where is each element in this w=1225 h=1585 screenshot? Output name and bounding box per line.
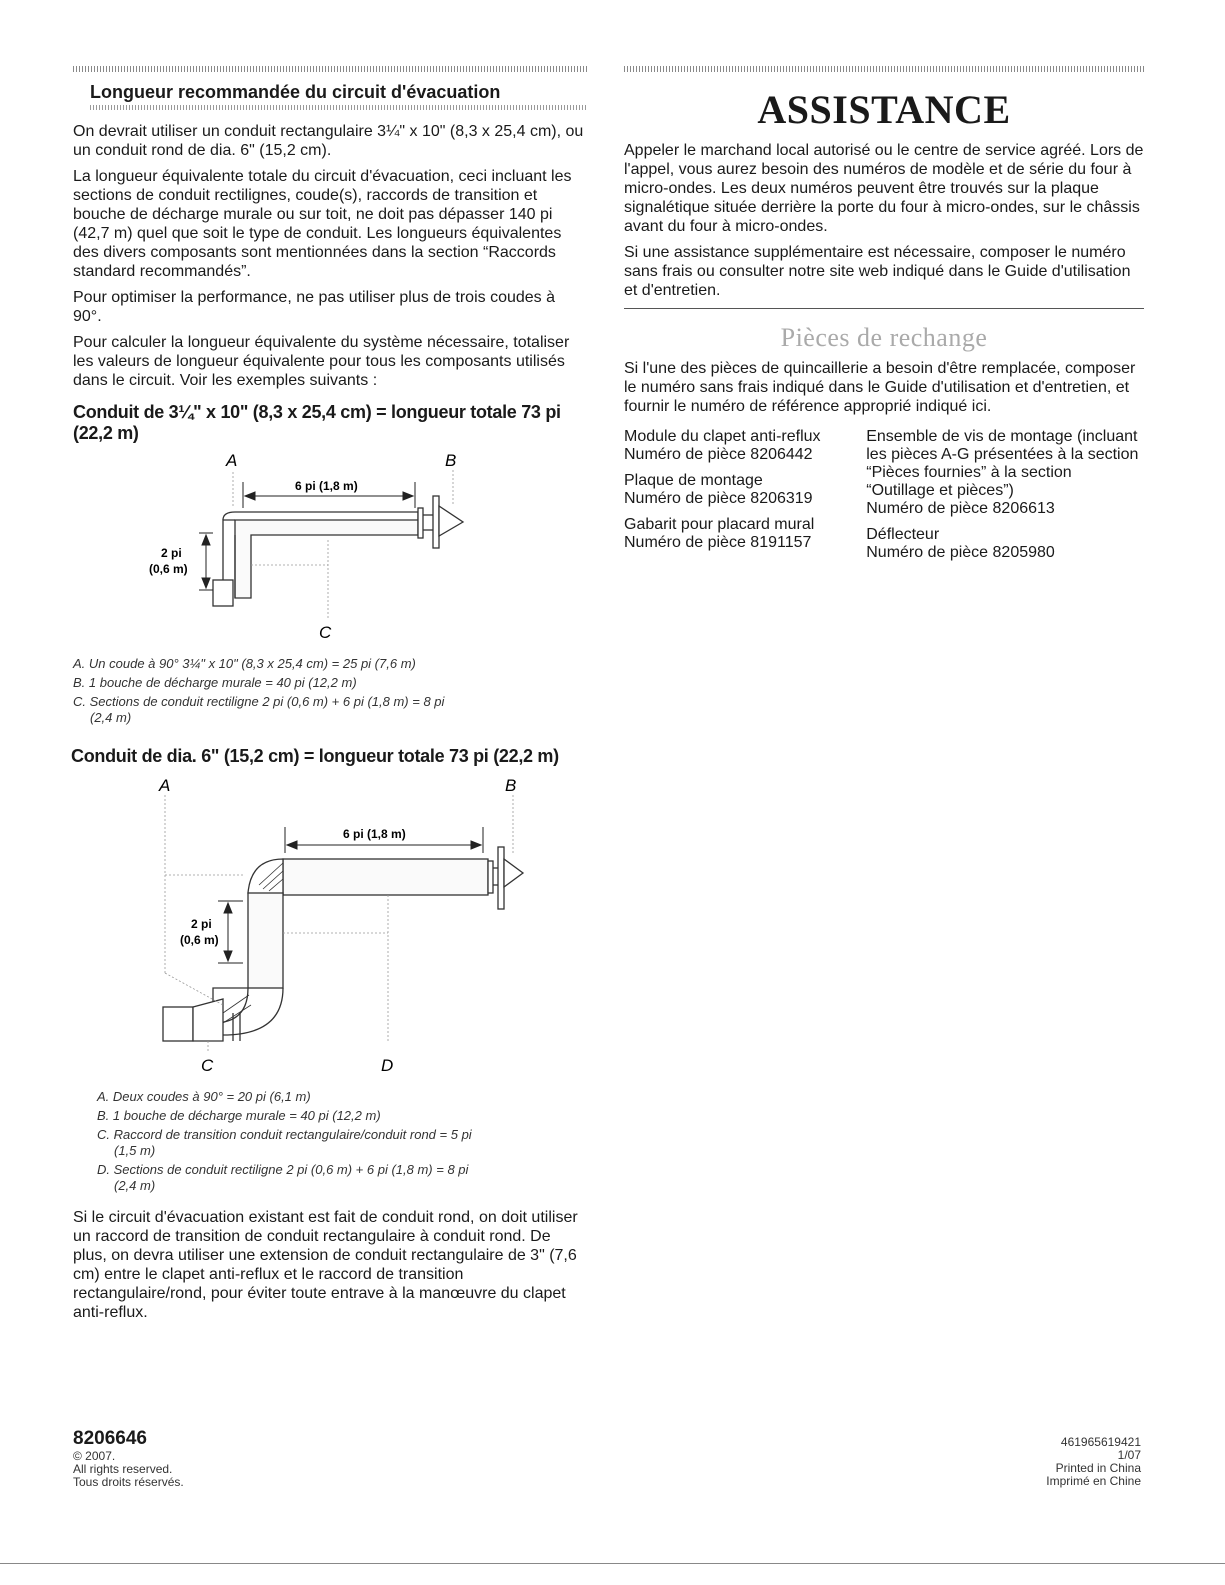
part-name: Module du clapet anti-reflux bbox=[624, 428, 821, 445]
dimension-horizontal: 6 pi (1,8 m) bbox=[295, 479, 358, 493]
part-item bbox=[624, 516, 844, 552]
bottom-rule bbox=[0, 1563, 1225, 1564]
dimension-vertical: 2 pi bbox=[191, 917, 212, 931]
diagram-label-b: B bbox=[445, 451, 457, 470]
example2-captions bbox=[97, 1089, 588, 1194]
paragraph: Appeler le marchand local autorisé ou le centre de service agréé. Lors de l'appel, vous aurez besoin des numéros de modèle et de série du four à micro-ondes. Les deux numéros peuvent être trouvés sur la plaque signalétique située derrière la porte du four à micro-ondes, sur le châssis avant du four à micro-ondes. bbox=[624, 142, 1144, 235]
part-item bbox=[624, 472, 844, 508]
divider bbox=[624, 308, 1144, 309]
caption: B. 1 bouche de décharge murale = 40 pi (12,2 m) bbox=[73, 675, 357, 690]
top-rule bbox=[73, 66, 588, 72]
caption: C. Sections de conduit rectiligne 2 pi (0,6 m) + 6 pi (1,8 m) = 8 pi bbox=[73, 694, 445, 709]
closing-paragraph: Si le circuit d'évacuation existant est fait de conduit rond, on doit utiliser un raccord de transition de conduit rectangulaire à conduit rond. De plus, on devra utiliser une extension de conduit rectangulaire de 3" (7,6 cm) entre le clapet anti-reflux et le raccord de transition rectangulaire/rond, pour éviter toute entrave à la manœuvre du clapet anti-reflux. bbox=[73, 1209, 578, 1321]
pieces-intro: Si l'une des pièces de quincaillerie a besoin d'être remplacée, composer le numéro sans frais indiqué dans le Guide d'utilisation et d'entretien, et fournir le numéro de référence approprié indiqué ici. bbox=[624, 360, 1136, 415]
diagram-label-c: C bbox=[201, 1056, 214, 1075]
rights-fr: Tous droits réservés. bbox=[73, 1475, 184, 1489]
diagram-label-a: A bbox=[159, 776, 171, 795]
left-column bbox=[73, 66, 588, 1329]
dimension-vertical-metric: (0,6 m) bbox=[180, 933, 219, 947]
diagram-label-d: D bbox=[381, 1056, 394, 1075]
dimension-vertical: 2 pi bbox=[161, 546, 182, 560]
print-date: 1/07 bbox=[1117, 1448, 1141, 1462]
caption: A. Un coude à 90° 3¼" x 10" (8,3 x 25,4 cm) = 25 pi (7,6 m) bbox=[73, 656, 416, 671]
part-number: Numéro de pièce 8206442 bbox=[624, 446, 813, 463]
parts-list bbox=[624, 428, 1144, 570]
part-name: Plaque de montage bbox=[624, 472, 763, 489]
footer-right bbox=[1046, 1436, 1141, 1488]
part-item bbox=[624, 428, 844, 464]
top-rule bbox=[624, 66, 1144, 72]
printed-fr: Imprimé en Chine bbox=[1046, 1474, 1141, 1488]
example1-captions bbox=[73, 656, 588, 726]
document-part-number: 8206646 bbox=[73, 1428, 147, 1449]
part-number: Numéro de pièce 8206613 bbox=[866, 500, 1055, 517]
paragraph: On devrait utiliser un conduit rectangulaire 3¼" x 10" (8,3 x 25,4 cm), ou un conduit rond de dia. 6" (15,2 cm). bbox=[73, 123, 584, 159]
rights-en: All rights reserved. bbox=[73, 1462, 173, 1476]
paragraph: Pour optimiser la performance, ne pas utiliser plus de trois coudes à 90°. bbox=[73, 289, 556, 325]
example1-title: Conduit de 3¼" x 10" (8,3 x 25,4 cm) = longueur totale 73 pi (22,2 m) bbox=[73, 402, 561, 443]
part-name: Gabarit pour placard mural bbox=[624, 516, 815, 533]
paragraph: La longueur équivalente totale du circuit d'évacuation, ceci incluant les sections de conduit rectilignes, coude(s), raccords de transition et bouche de décharge murale ou sur toit, ne doit pas dépasser 140 pi (42,7 m) quel que soit le type de conduit. Les longueurs équivalentes des divers composants sont mentionnées dans la section “Raccords standard recommandés”. bbox=[73, 168, 572, 280]
footer-left bbox=[73, 1428, 184, 1489]
right-column bbox=[624, 66, 1144, 570]
part-item bbox=[866, 526, 1144, 562]
assistance-title: ASSISTANCE bbox=[757, 87, 1011, 132]
parts-column-1 bbox=[624, 428, 844, 570]
diagram-label-c: C bbox=[319, 623, 332, 642]
round-duct-diagram-labels bbox=[73, 1053, 588, 1077]
part-number: Numéro de pièce 8205980 bbox=[866, 544, 1055, 561]
part-name: Ensemble de vis de montage (incluant les pièces A-G présentées à la section “Pièces fournies” à la section “Outillage et pièces”) bbox=[866, 428, 1139, 499]
caption: (2,4 m) bbox=[114, 1178, 156, 1193]
paragraph: Si une assistance supplémentaire est nécessaire, composer le numéro sans frais ou consulter notre site web indiqué dans le Guide d'utilisation et d'entretien. bbox=[624, 244, 1131, 299]
pieces-title: Pièces de rechange bbox=[780, 323, 988, 352]
caption: (1,5 m) bbox=[114, 1143, 156, 1158]
diagram-label-a: A bbox=[226, 451, 238, 470]
dimension-horizontal: 6 pi (1,8 m) bbox=[343, 827, 406, 841]
part-item bbox=[866, 428, 1144, 518]
section-heading: Longueur recommandée du circuit d'évacuation bbox=[90, 82, 501, 102]
copyright: © 2007. bbox=[73, 1449, 116, 1463]
parts-column-2 bbox=[866, 428, 1144, 570]
dimension-vertical-metric: (0,6 m) bbox=[149, 562, 188, 576]
document-code: 461965619421 bbox=[1060, 1435, 1141, 1449]
part-number: Numéro de pièce 8191157 bbox=[624, 534, 812, 551]
part-number: Numéro de pièce 8206319 bbox=[624, 490, 813, 507]
round-duct-diagram bbox=[73, 773, 588, 1053]
part-name: Déflecteur bbox=[866, 526, 940, 543]
caption: A. Deux coudes à 90° = 20 pi (6,1 m) bbox=[97, 1089, 311, 1104]
caption: C. Raccord de transition conduit rectangulaire/conduit rond = 5 pi bbox=[97, 1127, 472, 1142]
example2-title: Conduit de dia. 6" (15,2 cm) = longueur totale 73 pi (22,2 m) bbox=[71, 746, 559, 766]
heading-underline bbox=[90, 105, 588, 110]
paragraph: Pour calculer la longueur équivalente du système nécessaire, totaliser les valeurs de longueur équivalente pour tous les composants utilisés dans le circuit. Voir les exemples suivants : bbox=[73, 334, 570, 389]
printed-en: Printed in China bbox=[1055, 1461, 1141, 1475]
rectangular-duct-diagram bbox=[73, 450, 588, 650]
diagram-label-b: B bbox=[505, 776, 517, 795]
caption: (2,4 m) bbox=[90, 710, 132, 725]
caption: D. Sections de conduit rectiligne 2 pi (0,6 m) + 6 pi (1,8 m) = 8 pi bbox=[97, 1162, 469, 1177]
caption: B. 1 bouche de décharge murale = 40 pi (12,2 m) bbox=[97, 1108, 381, 1123]
